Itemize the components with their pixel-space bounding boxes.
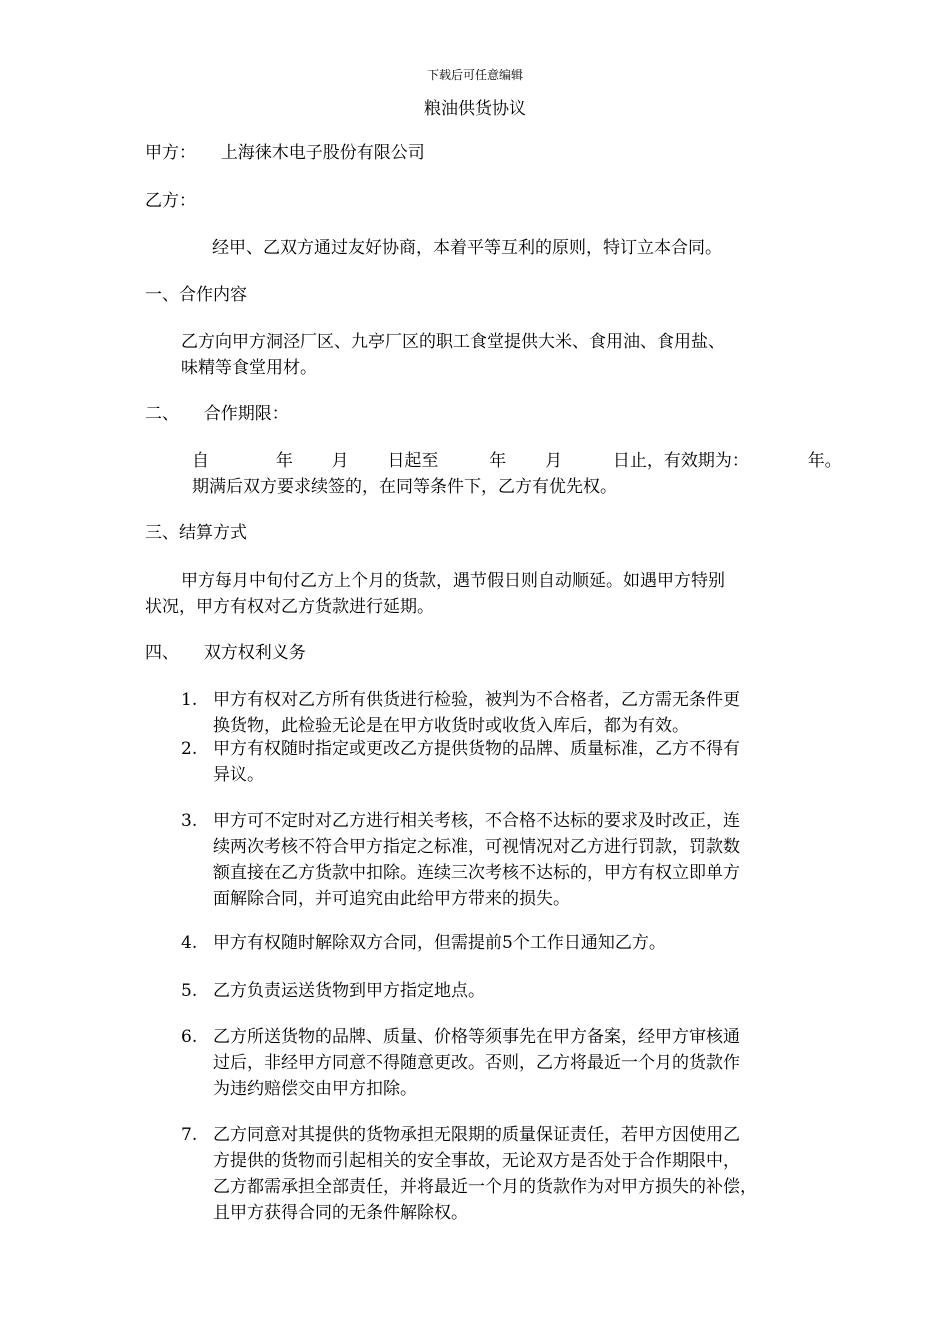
term-dates-line: [192, 448, 842, 474]
term-day-1: 日起至: [387, 451, 439, 471]
section-4-number: 四、: [145, 643, 179, 663]
list-item-number: 4.: [181, 933, 198, 953]
section-1-line: 味精等食堂用材。: [181, 358, 317, 378]
term-validity-years: 年。: [807, 451, 842, 471]
list-item: [181, 930, 811, 956]
section-2-title: 合作期限：: [203, 404, 289, 424]
list-item: [181, 687, 811, 739]
list-item-line: 额直接在乙方货款中扣除。连续三次考核不达标的，甲方有权立即单方: [213, 863, 740, 883]
document-title: 粮油供货协议: [424, 99, 526, 119]
page-header: 下载后可任意编辑: [426, 68, 523, 82]
list-item: [181, 1122, 811, 1226]
party-a-label: 甲方：: [145, 143, 196, 163]
term-year-1: 年: [275, 451, 293, 471]
list-item-line: 乙方都需承担全部责任，并将最近一个月的货款作为对甲方损失的补偿，: [213, 1177, 757, 1197]
list-item-number: 3.: [181, 811, 198, 831]
party-a-line: [145, 140, 425, 166]
list-item-line: 甲方有权随时指定或更改乙方提供货物的品牌、质量标准，乙方不得有: [213, 739, 740, 759]
list-item-number: 6.: [181, 1027, 198, 1047]
list-item: [181, 808, 811, 912]
section-3-body: [145, 568, 810, 620]
term-from: 自: [192, 451, 209, 471]
term-month-2: 月: [545, 451, 563, 471]
section-1-body: [181, 329, 725, 381]
list-item-line: 乙方同意对其提供的货物承担无限期的质量保证责任，若甲方因使用乙: [213, 1125, 740, 1145]
section-1-heading: 一、合作内容: [145, 285, 247, 305]
list-item-line: 为违约赔偿交由甲方扣除。: [213, 1079, 417, 1099]
list-item-line: 乙方负责运送货物到甲方指定地点。: [213, 981, 485, 1001]
term-month-1: 月: [331, 451, 349, 471]
list-item-line: 乙方所送货物的品牌、质量、价格等须事先在甲方备案，经甲方审核通: [213, 1027, 740, 1047]
section-2-heading: [145, 401, 289, 427]
section-4-heading: [145, 640, 306, 666]
list-item: [181, 978, 811, 1004]
list-item-line: 方提供的货物而引起相关的安全事故，无论双方是否处于合作期限中，: [213, 1151, 740, 1171]
list-item-line: 甲方有权对乙方所有供货进行检验，被判为不合格者，乙方需无条件更: [213, 690, 740, 710]
preamble: 经甲、乙双方通过友好协商，本着平等互利的原则，特订立本合同。: [212, 238, 722, 258]
list-item-line: 过后，非经甲方同意不得随意更改。否则，乙方将最近一个月的货款作: [213, 1053, 740, 1073]
list-item-line: 面解除合同，并可追究由此给甲方带来的损失。: [213, 889, 570, 909]
party-a-name: 上海徕木电子股份有限公司: [220, 143, 425, 163]
section-4-title: 双方权利义务: [203, 643, 306, 663]
list-item: [181, 736, 811, 788]
section-3-line: 甲方每月中旬付乙方上个月的货款，遇节假日则自动顺延。如遇甲方特别: [181, 571, 725, 591]
section-3-line: 状况，甲方有权对乙方货款进行延期。: [145, 597, 434, 617]
term-year-2: 年: [489, 451, 507, 471]
section-2-number: 二、: [145, 404, 179, 424]
list-item-line: 换货物，此检验无论是在甲方收货时或收货入库后，都为有效。: [213, 716, 689, 736]
section-1-line: 乙方向甲方洞泾厂区、九亭厂区的职工食堂提供大米、食用油、食用盐、: [181, 332, 725, 352]
list-item-line: 异议。: [213, 765, 264, 785]
renewal-line: 期满后双方要求续签的，在同等条件下，乙方有优先权。: [192, 477, 617, 497]
section-3-heading: 三、结算方式: [145, 523, 247, 543]
list-item-number: 5.: [181, 981, 198, 1001]
list-item-number: 7.: [181, 1125, 198, 1145]
list-item-line: 且甲方获得合同的无条件解除权。: [213, 1203, 468, 1223]
list-item-line: 续两次考核不符合甲方指定之标准，可视情况对乙方进行罚款，罚款数: [213, 837, 740, 857]
list-item-number: 2.: [181, 739, 198, 759]
list-item-line: 甲方有权随时解除双方合同，但需提前5个工作日通知乙方。: [213, 933, 666, 953]
list-item-line: 甲方可不定时对乙方进行相关考核，不合格不达标的要求及时改正，连: [213, 811, 740, 831]
list-item: [181, 1024, 811, 1102]
party-b-label: 乙方：: [145, 191, 196, 211]
list-item-number: 1.: [181, 690, 198, 710]
term-day-2: 日止，有效期为：: [612, 451, 749, 471]
